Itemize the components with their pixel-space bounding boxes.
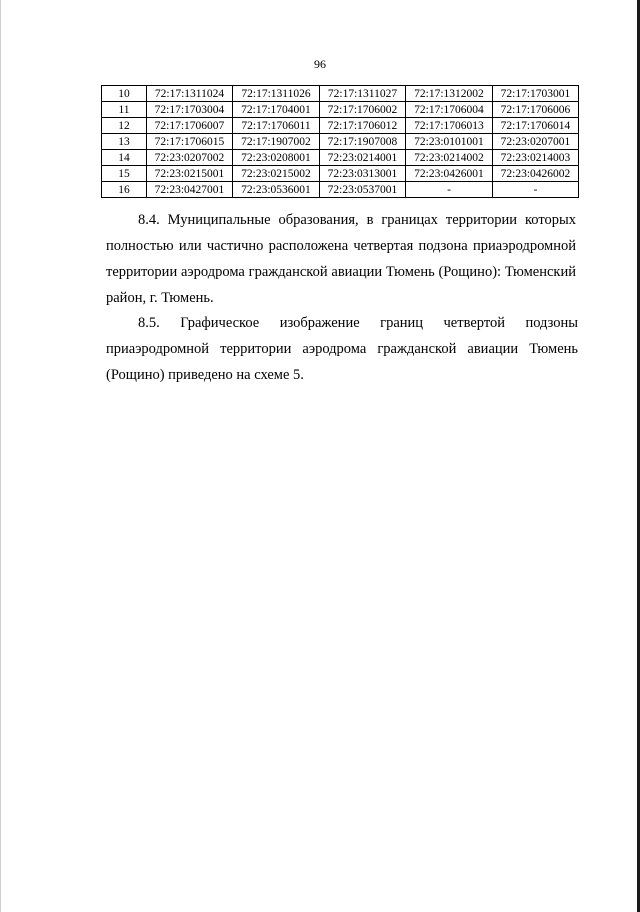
cadastral-cell: 72:23:0207002 xyxy=(147,150,233,166)
cadastral-cell: 72:17:1706004 xyxy=(406,102,493,118)
cadastral-cell: 72:17:1704001 xyxy=(233,102,320,118)
cadastral-cell: 72:23:0214001 xyxy=(320,150,406,166)
cadastral-cell: 72:23:0313001 xyxy=(320,166,406,182)
cadastral-cell: 72:17:1311024 xyxy=(147,86,233,102)
empty-cell-dash: - xyxy=(493,182,579,198)
empty-cell-dash: - xyxy=(406,182,493,198)
cadastral-cell: 72:17:1311027 xyxy=(320,86,406,102)
cadastral-cell: 72:17:1907008 xyxy=(320,134,406,150)
cadastral-cell: 72:17:1703001 xyxy=(493,86,579,102)
cadastral-cell: 72:17:1706013 xyxy=(406,118,493,134)
row-number: 16 xyxy=(102,182,147,198)
cadastral-cell: 72:23:0101001 xyxy=(406,134,493,150)
table-row xyxy=(102,182,579,198)
cadastral-cell: 72:17:1311026 xyxy=(233,86,320,102)
cadastral-table xyxy=(101,85,579,198)
cadastral-cell: 72:23:0207001 xyxy=(493,134,579,150)
cadastral-cell: 72:17:1706015 xyxy=(147,134,233,150)
cadastral-cell: 72:23:0427001 xyxy=(147,182,233,198)
row-number: 12 xyxy=(102,118,147,134)
paragraph-8-5: 8.5. Графическое изображение границ четвертой подзоны приаэродромной территории аэродрома гражданской авиации Тюмень (Рощино) приведено на схеме 5. xyxy=(106,315,578,383)
row-number: 15 xyxy=(102,166,147,182)
table-row xyxy=(102,118,579,134)
scan-edge-left xyxy=(0,0,1,912)
cadastral-cell: 72:23:0214003 xyxy=(493,150,579,166)
cadastral-cell: 72:23:0426002 xyxy=(493,166,579,182)
cadastral-cell: 72:17:1706012 xyxy=(320,118,406,134)
row-number: 11 xyxy=(102,102,147,118)
cadastral-cell: 72:23:0215002 xyxy=(233,166,320,182)
cadastral-cell: 72:23:0215001 xyxy=(147,166,233,182)
page-number: 96 xyxy=(314,57,326,71)
table-row xyxy=(102,150,579,166)
cadastral-cell: 72:23:0426001 xyxy=(406,166,493,182)
cadastral-cell: 72:17:1312002 xyxy=(406,86,493,102)
row-number: 13 xyxy=(102,134,147,150)
cadastral-cell: 72:17:1706002 xyxy=(320,102,406,118)
table-row xyxy=(102,86,579,102)
cadastral-cell: 72:17:1706014 xyxy=(493,118,579,134)
paragraph-8-4: 8.4. Муниципальные образования, в границах территории которых полностью или частично расположена четвертая подзона приаэродромной территории аэродрома гражданской авиации Тюмень (Рощино): Тюменский район, г. Тюмень. xyxy=(106,212,576,306)
cadastral-cell: 72:23:0536001 xyxy=(233,182,320,198)
cadastral-cell: 72:17:1706006 xyxy=(493,102,579,118)
row-number: 10 xyxy=(102,86,147,102)
row-number: 14 xyxy=(102,150,147,166)
cadastral-cell: 72:23:0208001 xyxy=(233,150,320,166)
cadastral-cell: 72:23:0537001 xyxy=(320,182,406,198)
cadastral-cell: 72:17:1706007 xyxy=(147,118,233,134)
cadastral-cell: 72:23:0214002 xyxy=(406,150,493,166)
table-row xyxy=(102,102,579,118)
cadastral-cell: 72:17:1907002 xyxy=(233,134,320,150)
table-row xyxy=(102,166,579,182)
table-row xyxy=(102,134,579,150)
cadastral-cell: 72:17:1703004 xyxy=(147,102,233,118)
cadastral-cell: 72:17:1706011 xyxy=(233,118,320,134)
